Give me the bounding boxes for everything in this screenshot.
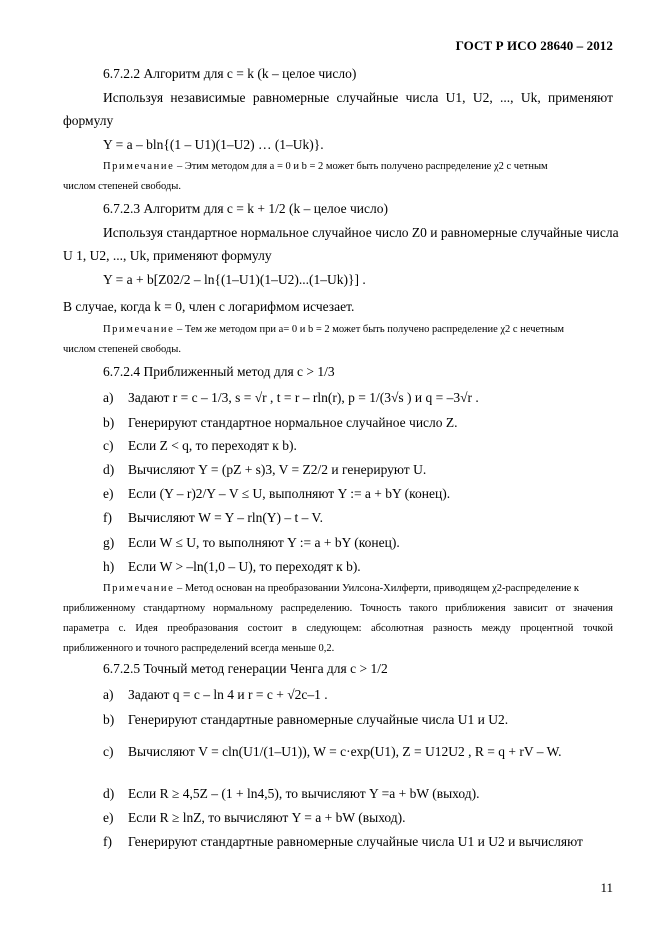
section-heading-6-7-2-2: 6.7.2.2 Алгоритм для c = k (k – целое число) (103, 66, 357, 81)
list-label: f) (103, 510, 112, 525)
list-label: g) (103, 535, 115, 550)
paragraph-line: Используя независимые равномерные случайные числа U1, U2, ..., Uk, применяют (103, 90, 613, 105)
list-item (103, 510, 323, 526)
list-text: Генерируют стандартные равномерные случайные числа U1 и U2. (128, 712, 509, 727)
note-text: числом степеней свободы. (63, 344, 181, 355)
paragraph-line: В случае, когда k = 0, член с логарифмом исчезает. (63, 299, 355, 314)
list-label: e) (103, 486, 114, 501)
list-text: Вычисляют W = Y – rln(Y) – t – V. (128, 510, 323, 525)
section-heading-6-7-2-4: 6.7.2.4 Приближенный метод для c > 1/3 (103, 364, 335, 379)
list-item (103, 744, 562, 760)
list-text: Если R ≥ 4,5Z – (1 + ln4,5), то вычисляют Y =a + bW (выход). (128, 786, 480, 801)
paragraph-line: U 1, U2, ..., Uk, применяют формулу (63, 248, 272, 263)
note (103, 323, 564, 337)
list-label: b) (103, 712, 115, 727)
list-text: Вычисляют V = cln(U1/(1–U1)), W = c·exp(U1), Z = U12U2 , R = q + rV – W. (128, 744, 562, 759)
formula: Y = a + b[Z02/2 – ln{(1–U1)(1–U2)...(1–Uk)}] . (103, 272, 366, 287)
list-text: Если W ≤ U, то выполняют Y := a + bY (конец). (128, 535, 400, 550)
note-text: приближенному стандартному нормальному распределению. Точность такого приближения зависит от значения (63, 603, 613, 614)
list-label: a) (103, 390, 114, 405)
paragraph-line: формулу (63, 113, 114, 128)
list-label: a) (103, 687, 114, 702)
page-number: 11 (600, 880, 613, 895)
note-label: Примечание (103, 583, 175, 594)
document-header: ГОСТ Р ИСО 28640 – 2012 (455, 38, 613, 53)
note-label: Примечание (103, 324, 175, 335)
note-label: Примечание (103, 161, 175, 172)
section-heading-6-7-2-5: 6.7.2.5 Точный метод генерации Ченга для c > 1/2 (103, 661, 388, 676)
list-item (103, 486, 450, 502)
list-label: b) (103, 415, 115, 430)
note-text: – Этим методом для a = 0 и b = 2 может быть получено распределение χ2 с четным (174, 161, 548, 172)
note-text: приближенного и точного распределений всегда меньше 0,2. (63, 643, 335, 654)
note-text: числом степеней свободы. (63, 181, 181, 192)
list-text: Если W > –ln(1,0 – U), то переходят к b). (128, 559, 361, 574)
list-text: Задают q = c – ln 4 и r = c + √2c–1 . (128, 687, 328, 702)
list-label: d) (103, 462, 115, 477)
list-item (103, 390, 479, 406)
formula: Y = a – bln{(1 – U1)(1–U2) … (1–Uk)}. (103, 137, 324, 152)
list-label: c) (103, 744, 114, 759)
list-item (103, 786, 480, 802)
note-text: – Метод основан на преобразовании Уилсона-Хилферти, приводящем χ2-распределение к (174, 583, 580, 594)
list-text: Если (Y – r)2/Y – V ≤ U, выполняют Y := a + bY (конец). (128, 486, 451, 501)
paragraph-line: Используя стандартное нормальное случайное число Z0 и равномерные случайные числа (103, 225, 619, 240)
list-item (103, 834, 583, 850)
list-label: f) (103, 834, 112, 849)
list-item (103, 559, 361, 575)
list-text: Если R ≥ lnZ, то вычисляют Y = a + bW (выход). (128, 810, 406, 825)
note-text: параметра c. Идея преобразования состоит в следующем: абсолютная разность между процентной точкой (63, 623, 613, 634)
list-text: Генерируют стандартные равномерные случайные числа U1 и U2 и вычисляют (128, 834, 583, 849)
note-text: – Тем же методом при a= 0 и b = 2 может быть получено распределение χ2 с нечетным (174, 324, 565, 335)
note (103, 582, 579, 596)
list-label: h) (103, 559, 115, 574)
list-label: c) (103, 438, 114, 453)
list-item (103, 415, 458, 431)
list-item (103, 535, 400, 551)
list-text: Если Z < q, то переходят к b). (128, 438, 297, 453)
list-text: Генерируют стандартное нормальное случайное число Z. (128, 415, 458, 430)
list-item (103, 712, 508, 728)
list-item (103, 687, 328, 703)
list-label: e) (103, 810, 114, 825)
list-text: Задают r = c – 1/3, s = √r , t = r – rln(r), p = 1/(3√s ) и q = –3√r . (128, 390, 479, 405)
list-item (103, 810, 406, 826)
list-item (103, 462, 426, 478)
section-heading-6-7-2-3: 6.7.2.3 Алгоритм для c = k + 1/2 (k – целое число) (103, 201, 388, 216)
list-text: Вычисляют Y = (pZ + s)3, V = Z2/2 и генерируют U. (128, 462, 427, 477)
list-item (103, 438, 297, 454)
note (103, 160, 548, 174)
list-label: d) (103, 786, 115, 801)
